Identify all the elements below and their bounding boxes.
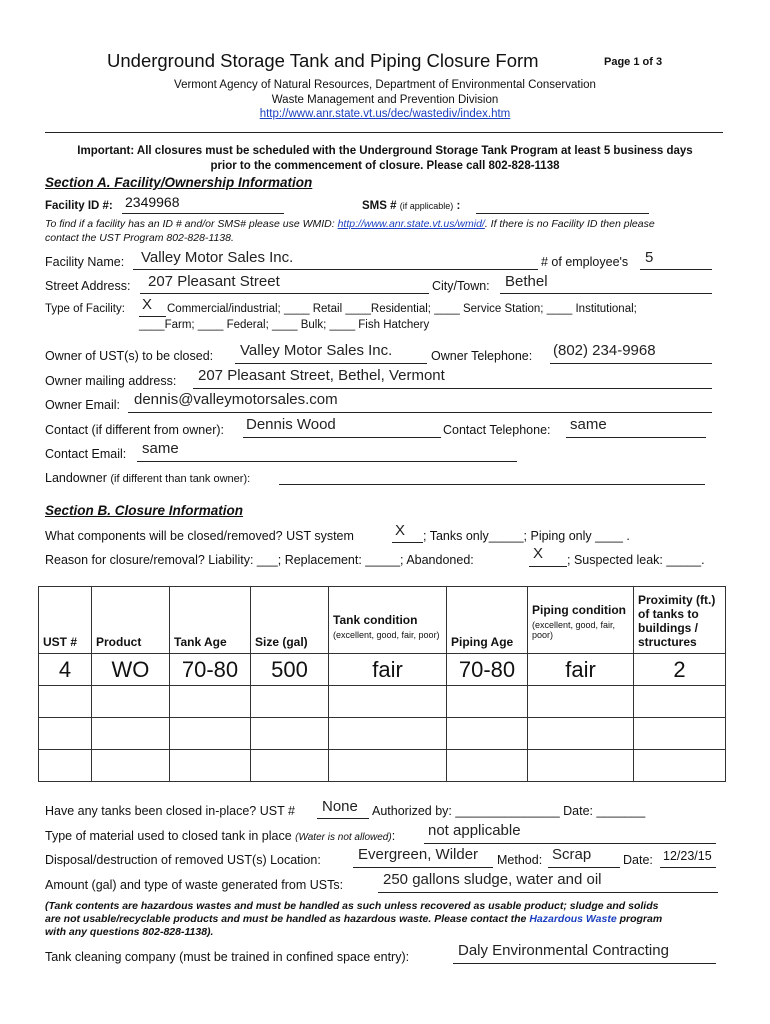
- facility-type-options[interactable]: Commercial/industrial; ____ Retail ____Residential; ____ Service Station; ____ Institutional;: [167, 303, 637, 315]
- mailing-address-label: Owner mailing address:: [45, 374, 177, 388]
- sms-label-text: SMS #: [362, 200, 397, 212]
- header-tank-condition-label: Tank condition: [333, 613, 418, 627]
- owner-email-value[interactable]: dennis@valleymotorsales.com: [134, 391, 338, 408]
- disposal-location-value[interactable]: Evergreen, Wilder: [358, 846, 479, 863]
- cell-tank-condition[interactable]: [329, 718, 447, 750]
- closed-in-place-line: [317, 818, 369, 819]
- contact-phone-value[interactable]: same: [570, 416, 607, 433]
- facility-type-commercial-mark[interactable]: X: [142, 296, 153, 313]
- sms-colon: :: [456, 200, 461, 212]
- header-tank-condition: [329, 587, 447, 654]
- header-ust-number: UST #: [39, 587, 92, 654]
- header-divider: [45, 132, 723, 133]
- owner-label: Owner of UST(s) to be closed:: [45, 349, 214, 363]
- cell-piping-condition[interactable]: [528, 750, 634, 782]
- hazardous-note-line1: (Tank contents are hazardous wastes and must be handled as such unless recovered as usable product; sludge and solids: [45, 900, 659, 912]
- closed-in-place-value[interactable]: None: [322, 798, 358, 815]
- street-address-value[interactable]: 207 Pleasant Street: [148, 273, 280, 290]
- landowner-line[interactable]: [279, 484, 705, 485]
- sms-note: (if applicable): [399, 201, 454, 211]
- header-size: Size (gal): [251, 587, 329, 654]
- landowner-note: (if different than tank owner):: [110, 473, 251, 485]
- owner-phone-line: [550, 363, 712, 364]
- date-value[interactable]: 12/23/15: [663, 849, 712, 863]
- section-a-heading: Section A. Facility/Ownership Information: [45, 175, 313, 190]
- owner-value[interactable]: Valley Motor Sales Inc.: [240, 342, 393, 359]
- cell-ust-number[interactable]: [39, 718, 92, 750]
- important-notice-line1: Important: All closures must be scheduled with the Underground Storage Tank Program at least 5 business days: [77, 145, 693, 157]
- street-address-label: Street Address:: [45, 279, 131, 293]
- table-header-row: [39, 587, 726, 654]
- cell-piping-condition[interactable]: [528, 718, 634, 750]
- waste-amount-label: Amount (gal) and type of waste generated from USTs:: [45, 878, 344, 892]
- cell-tank-condition[interactable]: fair: [329, 654, 447, 686]
- landowner-label-text: Landowner: [45, 471, 107, 485]
- mailing-address-value[interactable]: 207 Pleasant Street, Bethel, Vermont: [198, 367, 445, 384]
- components-question: What components will be closed/removed? UST system: [45, 529, 354, 543]
- closed-in-place-label: Have any tanks been closed in-place? UST #: [45, 804, 295, 818]
- agency-name: Vermont Agency of Natural Resources, Department of Environmental Conservation: [174, 79, 596, 91]
- employees-label: # of employee's: [541, 255, 629, 269]
- hazardous-note-text: are not usable/recyclable products and must be handled as hazardous waste. Please contact the: [45, 913, 530, 925]
- header-tank-condition-sub: (excellent, good, fair, poor): [333, 630, 440, 640]
- date-line: [660, 867, 716, 868]
- facility-type-label: Type of Facility:: [45, 303, 125, 315]
- material-line: [424, 843, 716, 844]
- header-proximity: Proximity (ft.) of tanks to buildings / structures: [634, 587, 726, 654]
- material-colon: :: [391, 829, 396, 843]
- facility-name-value[interactable]: Valley Motor Sales Inc.: [141, 249, 294, 266]
- method-label: Method:: [497, 853, 543, 867]
- contact-email-value[interactable]: same: [142, 440, 179, 457]
- help-text-after: . If there is no Facility ID then please: [484, 218, 655, 230]
- material-note: (Water is not allowed): [295, 832, 392, 843]
- cell-proximity[interactable]: [634, 750, 726, 782]
- facility-name-line: [133, 269, 538, 270]
- waste-amount-value[interactable]: 250 gallons sludge, water and oil: [383, 871, 602, 888]
- contact-line: [243, 437, 441, 438]
- cell-tank-age[interactable]: [170, 686, 251, 718]
- abandoned-mark[interactable]: X: [533, 545, 544, 562]
- facility-type-commercial-line: [139, 316, 166, 317]
- facility-name-label: Facility Name:: [45, 255, 125, 269]
- header-piping-condition: [528, 587, 634, 654]
- facility-help-text-line2: contact the UST Program 802-828-1138.: [45, 232, 234, 244]
- components-options[interactable]: ; Tanks only_____; Piping only ____ .: [423, 529, 630, 543]
- cell-piping-age[interactable]: 70-80: [447, 654, 528, 686]
- cell-piping-age[interactable]: [447, 718, 528, 750]
- cell-size[interactable]: [251, 718, 329, 750]
- cell-product[interactable]: [92, 750, 170, 782]
- cell-tank-age[interactable]: 70-80: [170, 654, 251, 686]
- cell-piping-age[interactable]: [447, 686, 528, 718]
- cell-ust-number[interactable]: [39, 750, 92, 782]
- table-row: [39, 718, 726, 750]
- components-ust-line: [392, 542, 423, 543]
- contact-email-line: [137, 461, 517, 462]
- city-label: City/Town:: [432, 279, 490, 293]
- city-value[interactable]: Bethel: [505, 273, 548, 290]
- cell-tank-age[interactable]: [170, 750, 251, 782]
- cell-tank-age[interactable]: [170, 718, 251, 750]
- employees-line: [640, 269, 712, 270]
- owner-phone-value[interactable]: (802) 234-9968: [553, 342, 656, 359]
- reason-question: Reason for closure/removal? Liability: ___; Replacement: _____; Abandoned:: [45, 553, 474, 567]
- facility-help-text: [45, 218, 655, 230]
- header-piping-age: Piping Age: [447, 587, 528, 654]
- table-row: [39, 686, 726, 718]
- contact-label: Contact (if different from owner):: [45, 423, 225, 437]
- header-piping-condition-label: Piping condition: [532, 603, 626, 617]
- help-text-before: To find if a facility has an ID # and/or SMS# please use WMID:: [45, 218, 338, 230]
- cell-tank-condition[interactable]: [329, 750, 447, 782]
- table-row: [39, 654, 726, 686]
- cell-size[interactable]: [251, 750, 329, 782]
- owner-phone-label: Owner Telephone:: [431, 349, 533, 363]
- section-b-heading: Section B. Closure Information: [45, 503, 244, 518]
- cell-proximity[interactable]: 2: [634, 654, 726, 686]
- city-line: [500, 293, 712, 294]
- date-label: Date:: [623, 853, 653, 867]
- cell-ust-number[interactable]: 4: [39, 654, 92, 686]
- landowner-label: [45, 471, 250, 485]
- method-line: [548, 867, 620, 868]
- facility-id-value[interactable]: 2349968: [125, 194, 180, 210]
- hazardous-note-line2: [45, 913, 662, 926]
- header-tank-age: Tank Age: [170, 587, 251, 654]
- method-value[interactable]: Scrap: [552, 846, 592, 863]
- important-notice-line2: prior to the commencement of closure. Please call 802-828-1138: [210, 160, 560, 172]
- ust-table: [38, 586, 726, 782]
- cell-size[interactable]: [251, 686, 329, 718]
- facility-id-label: Facility ID #:: [45, 200, 113, 212]
- employees-value[interactable]: 5: [645, 249, 654, 266]
- cell-piping-age[interactable]: [447, 750, 528, 782]
- header-piping-condition-sub: (excellent, good, fair, poor): [532, 620, 616, 640]
- material-value[interactable]: not applicable: [428, 822, 521, 839]
- contact-email-label: Contact Email:: [45, 447, 127, 461]
- hazardous-note-line3: with any questions 802-828-1138).: [45, 926, 214, 938]
- authorized-by-label[interactable]: Authorized by: _______________ Date: _______: [372, 804, 646, 818]
- cell-piping-condition[interactable]: [528, 686, 634, 718]
- form-title: Underground Storage Tank and Piping Closure Form: [107, 50, 539, 71]
- contact-phone-line: [566, 437, 706, 438]
- cleaning-company-line: [453, 963, 716, 964]
- division-link[interactable]: http://www.anr.state.vt.us/dec/wastediv/index.htm: [259, 108, 511, 120]
- cleaning-company-value[interactable]: Daly Environmental Contracting: [458, 942, 669, 959]
- street-address-line: [140, 293, 429, 294]
- cell-proximity[interactable]: [634, 718, 726, 750]
- header-product: Product: [92, 587, 170, 654]
- owner-email-line: [128, 412, 712, 413]
- cell-size[interactable]: 500: [251, 654, 329, 686]
- material-label: [45, 829, 395, 843]
- disposal-location-line: [353, 867, 493, 868]
- wmid-link[interactable]: http://www.anr.state.vt.us/wmid/: [337, 218, 485, 230]
- abandoned-line: [529, 566, 567, 567]
- disposal-location-label: Disposal/destruction of removed UST(s) Location:: [45, 853, 321, 867]
- reason-options[interactable]: ; Suspected leak: _____.: [567, 553, 705, 567]
- components-ust-mark[interactable]: X: [395, 522, 406, 539]
- sms-label: [362, 200, 460, 212]
- division-name: Waste Management and Prevention Division: [271, 94, 499, 106]
- hazardous-waste-link[interactable]: Hazardous Waste: [529, 913, 617, 925]
- table-row: [39, 750, 726, 782]
- cleaning-company-label: Tank cleaning company (must be trained in confined space entry):: [45, 950, 410, 964]
- cell-piping-condition[interactable]: fair: [528, 654, 634, 686]
- waste-amount-line: [378, 892, 718, 893]
- mailing-address-line: [193, 388, 712, 389]
- cell-proximity[interactable]: [634, 686, 726, 718]
- cell-tank-condition[interactable]: [329, 686, 447, 718]
- hazardous-note-program: program: [616, 913, 663, 925]
- sms-line[interactable]: [476, 213, 649, 214]
- cell-product[interactable]: [92, 686, 170, 718]
- contact-value[interactable]: Dennis Wood: [246, 416, 336, 433]
- owner-line: [235, 363, 427, 364]
- page-number: Page 1 of 3: [604, 56, 663, 68]
- cell-product[interactable]: [92, 718, 170, 750]
- owner-email-label: Owner Email:: [45, 398, 121, 412]
- facility-type-options-line2[interactable]: ____Farm; ____ Federal; ____ Bulk; ____ Fish Hatchery: [139, 319, 430, 331]
- contact-phone-label: Contact Telephone:: [443, 423, 551, 437]
- facility-id-line: [122, 213, 284, 214]
- cell-ust-number[interactable]: [39, 686, 92, 718]
- material-label-text: Type of material used to closed tank in place: [45, 829, 292, 843]
- cell-product[interactable]: WO: [92, 654, 170, 686]
